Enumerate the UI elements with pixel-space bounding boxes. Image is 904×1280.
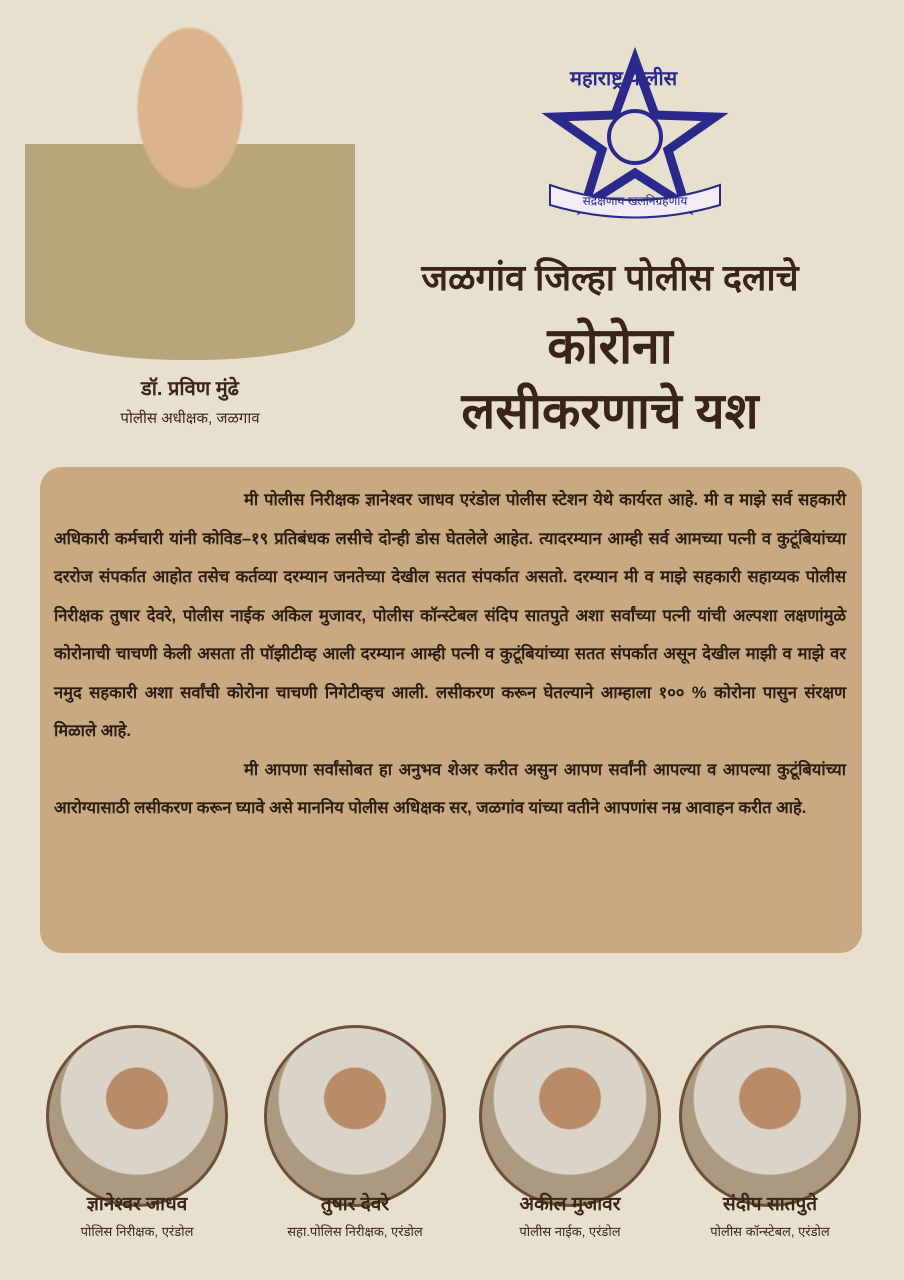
hand-seal-icon — [609, 111, 661, 163]
team-name: अकील मुजावर — [519, 1194, 621, 1215]
team-title: पोलीस कॉन्स्टेबल, एरंडोल — [710, 1224, 830, 1239]
message-box — [40, 467, 862, 953]
officer-portrait — [25, 0, 355, 360]
team-title: सहा.पोलिस निरीक्षक, एरंडोल — [287, 1224, 423, 1239]
heading-line-2: कोरोना — [547, 318, 673, 374]
team-photo-3 — [479, 1025, 661, 1207]
officer-name: डॉ. प्रविण मुंढे — [141, 378, 239, 400]
message-paragraph-2: मी आपणा सर्वांसोबत हा अनुभव शेअर करीत असुन आपण सर्वांनी आपल्या व आपल्या कुटूंबियांच्या आरोग्यासाठी लसीकरण करून घ्यावे असे माननिय पोलीस अधिक्षक सर, जळगांव यांच्या वतीने आपणांस नम्र आवाहन करीत आहे. — [54, 760, 846, 817]
team-photo-1 — [46, 1025, 228, 1207]
team-name: संदीप सातपुते — [722, 1194, 818, 1215]
officer-title: पोलीस अधीक्षक, जळगाव — [120, 410, 260, 427]
team-title: पोलिस निरीक्षक, एरंडोल — [80, 1224, 194, 1239]
logo-top-text: महाराष्ट्र पोलीस — [570, 68, 678, 90]
team-name: ज्ञानेश्वर जाधव — [86, 1194, 188, 1215]
maharashtra-police-logo — [530, 45, 740, 220]
team-name: तुषार देवरे — [320, 1194, 390, 1215]
heading-line-1: जळगांव जिल्हा पोलीस दलाचे — [421, 257, 799, 298]
logo-motto: सद्रक्षणाय खलनिग्रहणाय — [582, 194, 688, 208]
heading-line-3: लसीकरणाचे यश — [461, 383, 759, 439]
team-photo-2 — [264, 1025, 446, 1207]
team-photo-4 — [679, 1025, 861, 1207]
message-paragraph-1: मी पोलीस निरीक्षक ज्ञानेश्वर जाधव एरंडोल पोलीस स्टेशन येथे कार्यरत आहे. मी व माझे सर्व सहकारी अधिकारी कर्मचारी यांनी कोविड–१९ प्रतिबंधक लसीचे दोन्ही डोस घेतलेले आहेत. त्यादरम्यान आम्ही सर्व आमच्या पत्नी व कुटूंबियांच्या दररोज संपर्कात आहोत तसेच कर्तव्या दरम्यान जनतेच्या देखील सतत संपर्कात असतो. दरम्यान मी व माझे सहकारी सहाय्यक पोलीस निरीक्षक तुषार देवरे, पोलीस नाईक अकिल मुजावर, पोलीस कॉन्स्टेबल संदिप सातपुते अशा सर्वांच्या पत्नी यांची अल्पशा लक्षणांमुळे कोरोनाची चाचणी केली असता ती पॉझीटीव्ह आली दरम्यान आम्ही पत्नी व कुटूंबियांच्या सतत संपर्कात असून देखील माझी व माझे वर नमुद सहकारी अशा सर्वांची कोरोना चाचणी निगेटीव्हच आली. लसीकरण करून घेतल्याने आम्हाला १०० % कोरोना पासुन संरक्षण मिळाले आहे. — [54, 491, 846, 740]
team-title: पोलीस नाईक, एरंडोल — [519, 1224, 621, 1239]
